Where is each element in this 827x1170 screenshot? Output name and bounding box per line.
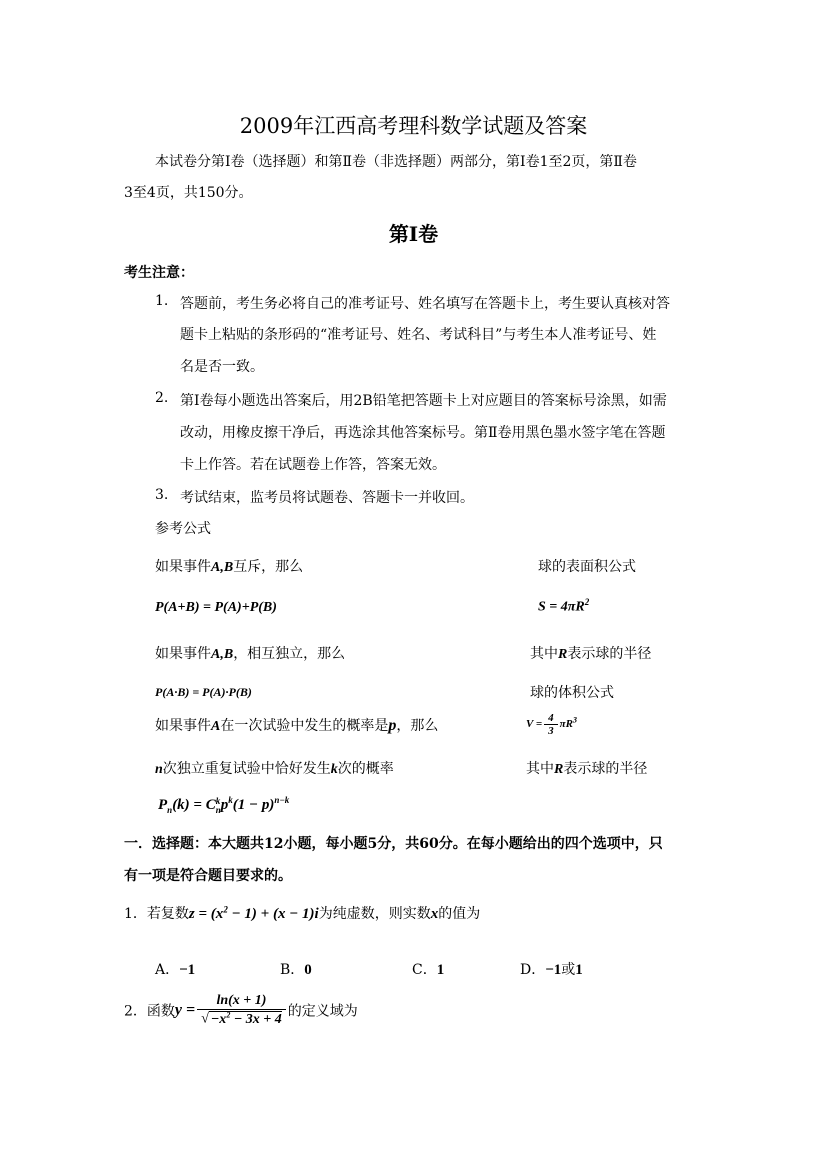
formula-binomial-probability: $P_n(k) = C$ k n $p^k(1 - p)^{n-k}$	[158, 795, 290, 815]
notice-item-1-line: 题卡上粘贴的条形码的“准考证号、姓名、考试科目”与考生本人准考证号、姓	[180, 327, 657, 343]
formula-heading: 参考公式	[155, 521, 211, 537]
formula-right-row-1: 球的表面积公式	[538, 559, 636, 575]
formula-sphere-area: $S = 4\pi R^2$	[538, 597, 590, 615]
intro-line-1: 本试卷分第Ⅰ卷（选择题）和第Ⅱ卷（非选择题）两部分，第Ⅰ卷1至2页，第Ⅱ卷	[155, 154, 637, 170]
formula-left-row-1: 如果事件A,B互斥，那么	[155, 559, 304, 575]
q1-option-d: D．−1或1	[520, 962, 583, 978]
notice-heading: 考生注意：	[124, 265, 194, 281]
notice-item-3-line: 考试结束，监考员将试题卷、答题卡一并收回。	[180, 490, 474, 506]
formula-right-row-4: 球的体积公式	[530, 685, 614, 701]
formula-left-row-6: n次独立重复试验中恰好发生k次的概率	[155, 761, 394, 777]
q1-option-a: A．−1	[155, 962, 196, 978]
notice-item-2-line: 卡上作答。若在试题卷上作答，答案无效。	[180, 457, 446, 473]
section-title: 第Ⅰ卷	[388, 222, 439, 246]
formula-multiplication-rule: P(A·B) = P(A)·P(B)	[155, 685, 252, 699]
question-1: 1．若复数$z = (x^2 - 1) + (x - 1)i$为纯虚数，则实数x的值为	[124, 904, 481, 922]
part1-heading-line-2: 有一项是符合题目要求的。	[124, 868, 292, 884]
q1-option-b: B．0	[280, 962, 312, 978]
notice-item-1-line: 名是否一致。	[180, 359, 264, 375]
formula-left-row-3: 如果事件A,B，相互独立，那么	[155, 646, 346, 662]
notice-item-1-line: 答题前，考生务必将自己的准考证号、姓名填写在答题卡上，考生要认真核对答	[180, 296, 670, 312]
formula-left-row-5: 如果事件A在一次试验中发生的概率是p，那么	[155, 717, 439, 734]
part1-heading-line-1: 一．选择题：本大题共12小题，每小题5分，共60分。在每小题给出的四个选项中，只	[124, 836, 663, 852]
intro-line-2: 3至4页，共150分。	[124, 185, 253, 201]
notice-item-2-num: 2.	[155, 390, 169, 406]
notice-item-2-line: 第Ⅰ卷每小题选出答案后，用2B铅笔把答题卡上对应题目的答案标号涂黑，如需	[180, 393, 667, 409]
question-2: 2．函数y = $\frac{\ln(x + 1)}{√ -x^2 - 3x + 4}$ 的定义域为	[124, 993, 358, 1027]
notice-item-2-line: 改动，用橡皮擦干净后，再选涂其他答案标号。第Ⅱ卷用黑色墨水签字笔在答题	[180, 425, 666, 441]
formula-addition-rule: P(A+B) = P(A)+P(B)	[155, 600, 277, 615]
formula-right-row-6: 其中R表示球的半径	[526, 761, 648, 777]
page-title: 2009年江西高考理科数学试题及答案	[239, 114, 588, 138]
notice-item-1-num: 1.	[155, 293, 169, 309]
notice-item-3-num: 3.	[155, 487, 169, 503]
formula-sphere-volume: V = $\frac{4}{3}$ $\pi R^3$	[526, 712, 577, 737]
formula-right-row-3: 其中R表示球的半径	[530, 646, 652, 662]
q1-option-c: C．1	[412, 962, 445, 978]
